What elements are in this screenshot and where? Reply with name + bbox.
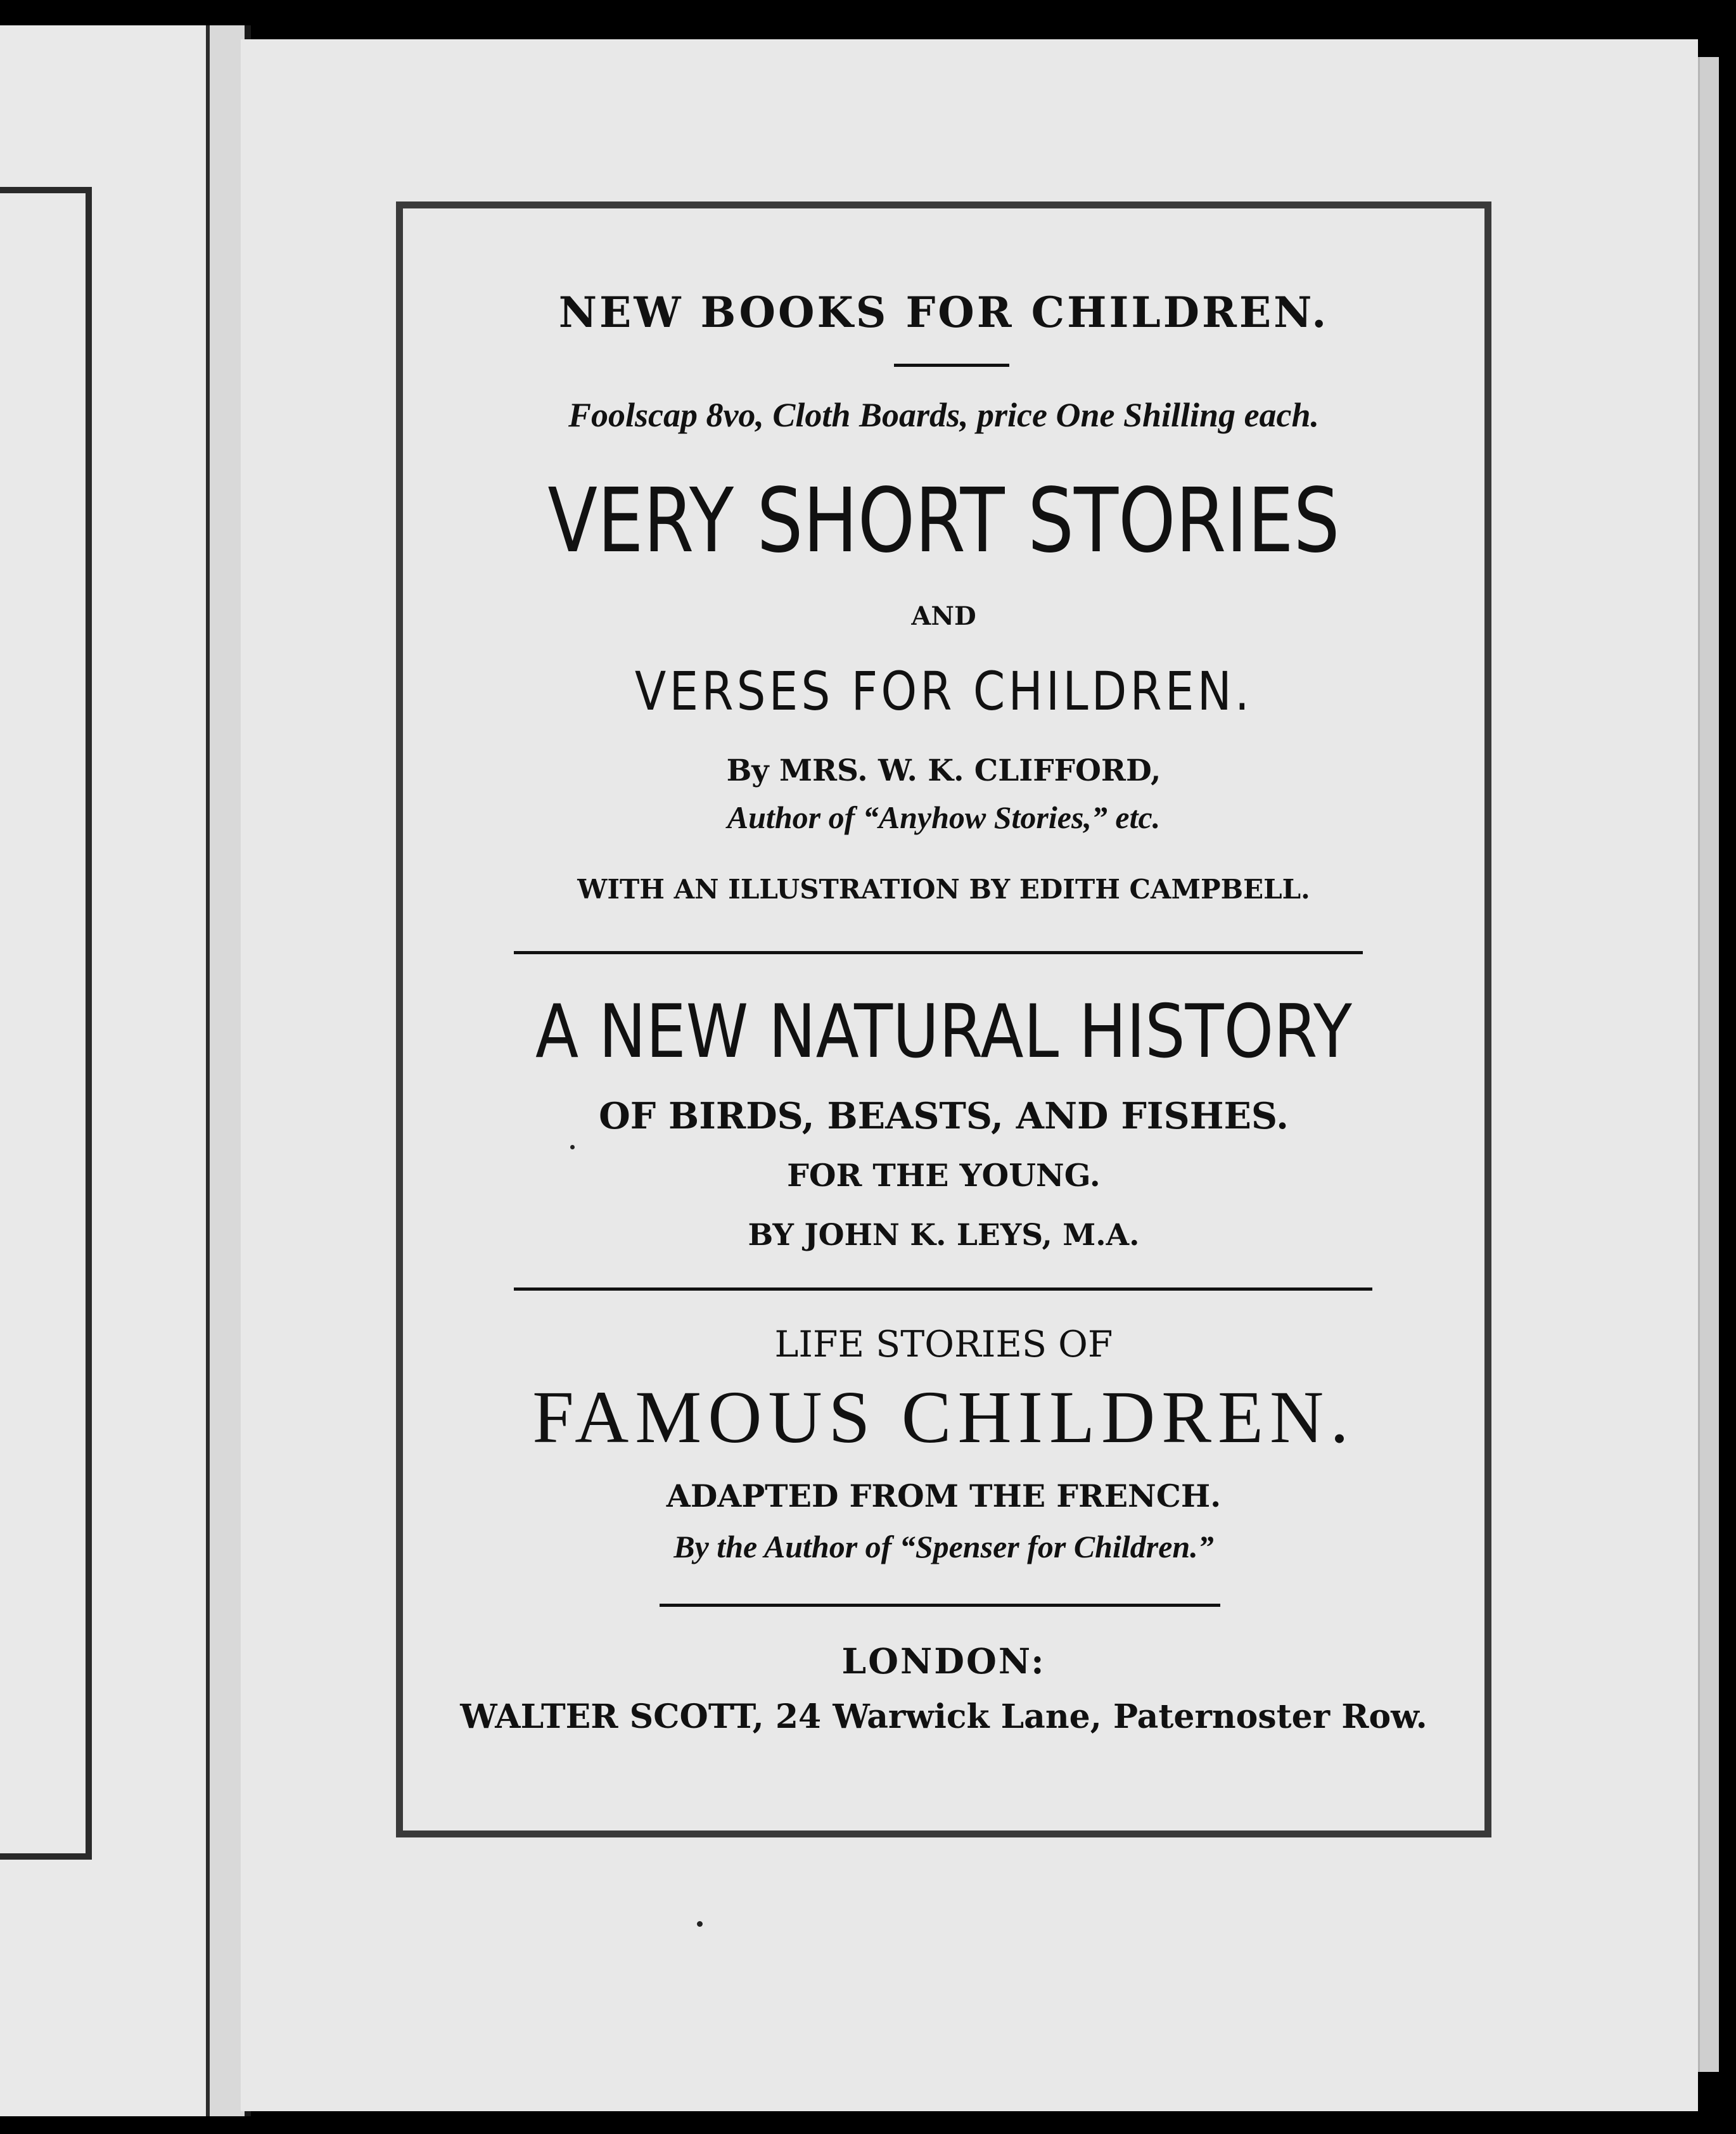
format-note: Foolscap 8vo, Cloth Boards, price One Shilling each. bbox=[568, 396, 1320, 434]
book-1-author-note: Author of “Anyhow Stories,” etc. bbox=[727, 800, 1161, 835]
page-edge bbox=[1698, 57, 1719, 2072]
book-1-illustration: WITH AN ILLUSTRATION BY EDITH CAMPBELL. bbox=[577, 874, 1310, 905]
book-2-audience: FOR THE YOUNG. bbox=[787, 1157, 1101, 1194]
divider-2 bbox=[514, 1287, 1372, 1291]
divider-1 bbox=[514, 951, 1363, 954]
book-1-title-line1: VERY SHORT STORIES bbox=[547, 470, 1340, 573]
book-3-title: FAMOUS CHILDREN. bbox=[532, 1376, 1355, 1459]
advertisement-frame bbox=[396, 201, 1491, 1837]
header-title: NEW BOOKS FOR CHILDREN. bbox=[558, 288, 1329, 337]
book-2-author: BY JOHN K. LEYS, M.A. bbox=[748, 1218, 1140, 1253]
book-1-author: By MRS. W. K. CLIFFORD, bbox=[726, 753, 1161, 788]
publisher-city: LONDON: bbox=[841, 1640, 1046, 1682]
left-page-border bbox=[0, 187, 92, 1860]
book-1-conjunction: AND bbox=[911, 601, 976, 631]
book-2-subtitle: OF BIRDS, BEASTS, AND FISHES. bbox=[599, 1095, 1289, 1137]
header-rule bbox=[894, 364, 1009, 367]
divider-3 bbox=[660, 1604, 1220, 1607]
ink-speck bbox=[697, 1921, 703, 1927]
publisher-address: WALTER SCOTT, 24 Warwick Lane, Paternoster Row. bbox=[460, 1697, 1427, 1736]
book-3-adaptation: ADAPTED FROM THE FRENCH. bbox=[666, 1478, 1222, 1514]
left-page bbox=[0, 25, 210, 2116]
book-2-title: A NEW NATURAL HISTORY bbox=[535, 989, 1352, 1075]
book-3-author: By the Author of “Spenser for Children.” bbox=[673, 1529, 1214, 1564]
book-1-title-line2: VERSES FOR CHILDREN. bbox=[634, 660, 1253, 722]
advertisement-content bbox=[403, 208, 1484, 1831]
book-3-title-pre: LIFE STORIES OF bbox=[774, 1324, 1113, 1365]
